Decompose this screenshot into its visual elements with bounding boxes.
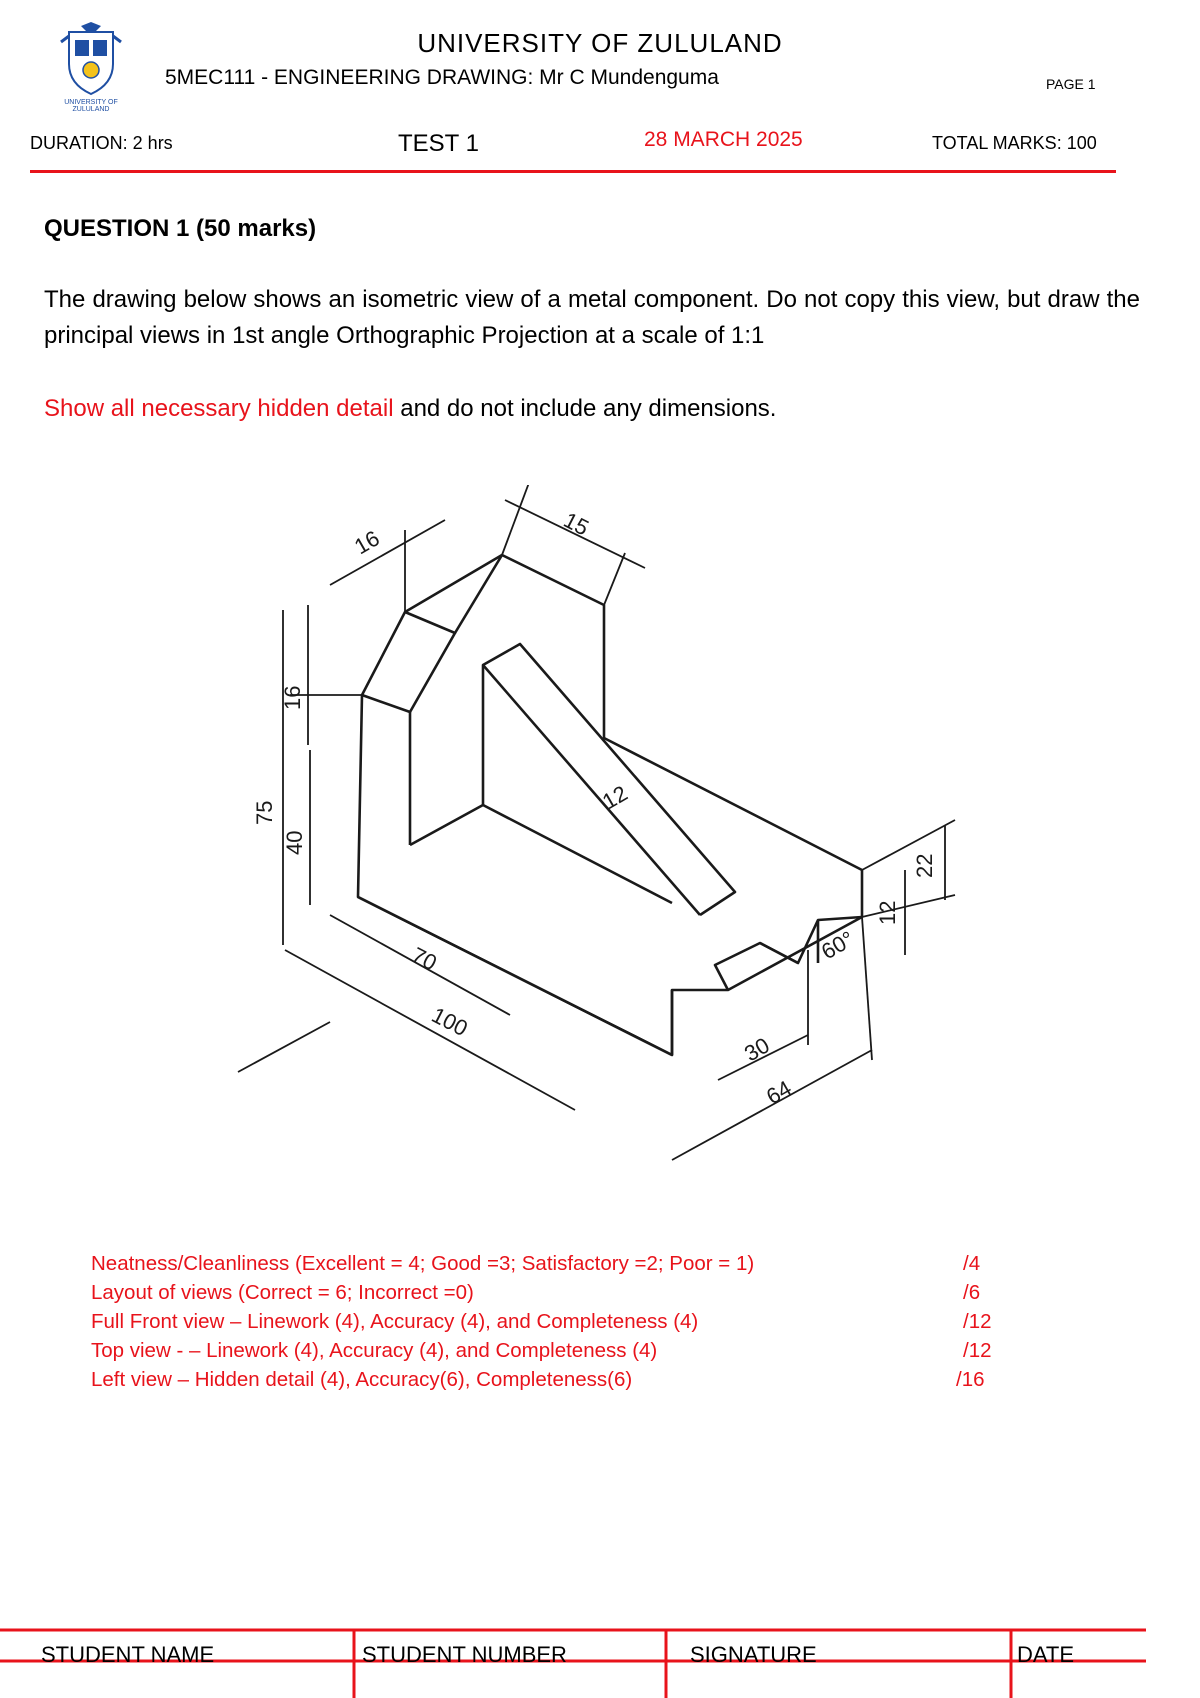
dim-75: 75 — [252, 800, 277, 825]
marks-value: /16 — [956, 1368, 985, 1391]
marks-row — [91, 1339, 657, 1363]
dim-12-slot: 12 — [875, 900, 900, 925]
dim-100: 100 — [427, 1002, 472, 1042]
student-name-header: STUDENT NAME — [41, 1642, 215, 1667]
isometric-drawing — [200, 485, 980, 1175]
marks-value: /4 — [963, 1252, 981, 1275]
svg-text:ZULULAND: ZULULAND — [72, 106, 110, 112]
dim-40: 40 — [282, 830, 307, 855]
marks-row — [91, 1281, 474, 1305]
question-title: QUESTION 1 (50 marks) — [44, 215, 317, 242]
duration: DURATION: 2 hrs — [30, 133, 173, 153]
hidden-detail-instruction — [44, 395, 776, 423]
marks-label: Neatness/Cleanliness (Excellent = 4; Good =3; Satisfactory =2; Poor = 1) — [91, 1252, 755, 1275]
marks-value: /6 — [963, 1281, 981, 1304]
total-marks: TOTAL MARKS: 100 — [932, 133, 1097, 153]
marks-label: Full Front view – Linework (4), Accuracy (4), and Completeness (4) — [91, 1310, 699, 1333]
marks-row — [91, 1310, 698, 1334]
marks-label: Layout of views (Correct = 6; Incorrect =0) — [91, 1281, 474, 1304]
hidden-detail-emphasis: Show all necessary hidden detail — [44, 395, 394, 422]
dim-22: 22 — [912, 853, 937, 878]
page-number: PAGE 1 — [1046, 76, 1096, 92]
dim-30: 30 — [740, 1032, 774, 1067]
dim-16-vertical: 16 — [280, 685, 305, 710]
marks-row — [91, 1252, 754, 1276]
marks-label: Left view – Hidden detail (4), Accuracy(6), Completeness(6) — [91, 1368, 633, 1391]
question-instruction: The drawing below shows an isometric view of a metal component. Do not copy this view, but draw the principal views in 1st angle Orthographic Projection at a scale of 1:1 — [44, 286, 1140, 349]
university-title: UNIVERSITY OF ZULULAND — [417, 28, 783, 58]
marks-label: Top view - – Linework (4), Accuracy (4), and Completeness (4) — [91, 1339, 658, 1362]
dim-60-deg: 60° — [817, 926, 859, 965]
marks-value: /12 — [963, 1310, 992, 1333]
dimension-lines — [238, 485, 955, 1160]
marks-value: /12 — [963, 1339, 992, 1362]
dim-15: 15 — [559, 507, 593, 541]
dim-16-top: 16 — [350, 525, 384, 560]
test-title: TEST 1 — [398, 130, 479, 157]
marks-row — [91, 1368, 632, 1392]
signature-header: SIGNATURE — [690, 1642, 817, 1667]
dim-12-rib: 12 — [598, 780, 632, 815]
date-header: DATE — [1017, 1642, 1075, 1667]
test-date: 28 MARCH 2025 — [644, 128, 803, 151]
dim-70: 70 — [407, 942, 441, 976]
dimension-labels — [252, 507, 937, 1109]
header-divider — [30, 170, 1116, 173]
hidden-detail-rest: and do not include any dimensions. — [393, 395, 777, 422]
dim-64: 64 — [762, 1075, 796, 1110]
course-title: 5MEC111 - ENGINEERING DRAWING: Mr C Mundenguma — [165, 66, 719, 89]
student-number-header: STUDENT NUMBER — [362, 1642, 567, 1667]
svg-text:UNIVERSITY OF: UNIVERSITY OF — [64, 99, 118, 106]
